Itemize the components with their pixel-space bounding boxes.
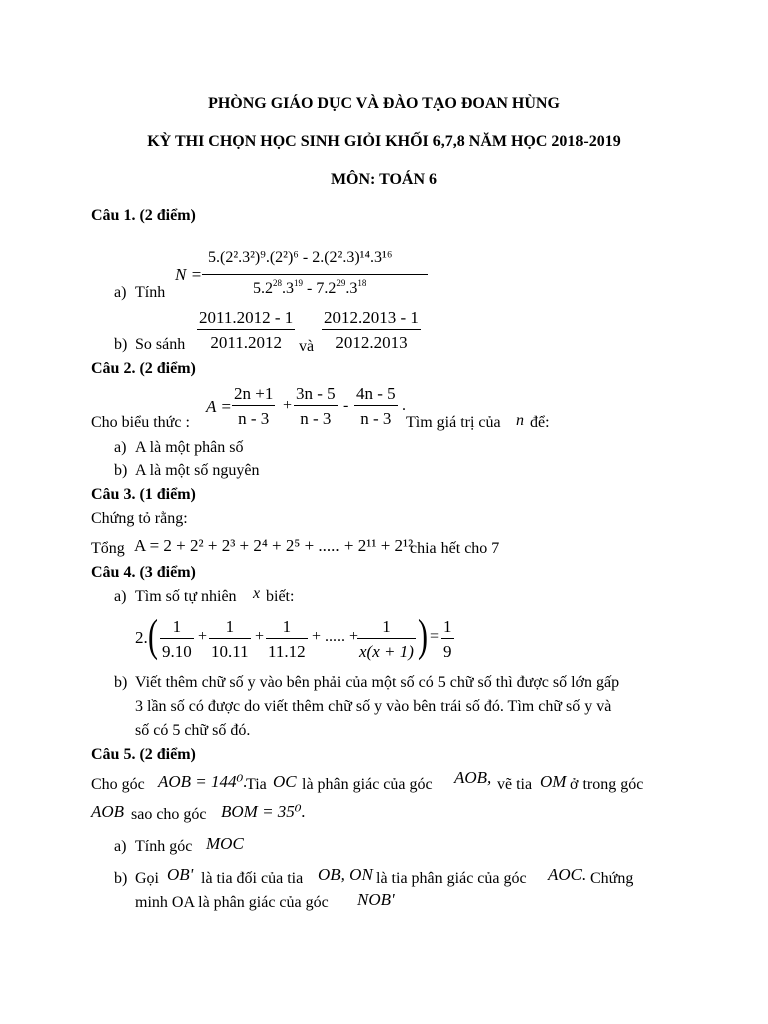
q1-a-numerator: 5.(2².3²)⁹.(2²)⁶ - 2.(2².3)¹⁴.3¹⁶ bbox=[208, 249, 393, 266]
q4-rhs: $\frac{1}{9}$ bbox=[443, 617, 452, 661]
header-line-2: KỲ THI CHỌN HỌC SINH GIỎI KHỐI 6,7,8 NĂM HỌC 2018-2019 bbox=[147, 133, 621, 150]
q5-b-a: Gọi bbox=[135, 870, 159, 887]
q4-left-paren: ( bbox=[148, 611, 158, 661]
q4-plus-1: + bbox=[198, 628, 208, 645]
q5-l1-aob2: AOB, bbox=[454, 768, 492, 787]
q5-l1-b: Tia bbox=[246, 776, 267, 793]
q5-l1-e: ở trong góc bbox=[570, 776, 644, 793]
q4-a-text-2: biết: bbox=[266, 588, 295, 605]
q2-fraction-1: $\frac{2n +1}{n - 3}$ bbox=[234, 384, 274, 428]
header-subject: MÔN: TOÁN 6 bbox=[330, 171, 438, 188]
q3-tong: Tổng bbox=[91, 540, 125, 557]
q5-b-d: Chứng bbox=[590, 870, 634, 887]
q3-expression: A = 2 + 2² + 2³ + 2⁴ + 2⁵ + ..... + 2¹¹ + 2¹² bbox=[134, 536, 414, 555]
q5-b-nob: NOB' bbox=[357, 890, 395, 909]
q5-b-obon: OB, ON bbox=[318, 865, 373, 884]
q4-frac-4: $\frac{1}{x(x + 1)}$ bbox=[359, 617, 414, 661]
q2-n-var: n bbox=[516, 412, 524, 429]
q2-tail-1: Tìm giá trị của bbox=[406, 414, 501, 431]
q4-a-text-1: Tìm số tự nhiên bbox=[135, 588, 237, 605]
q5-l1-a: Cho góc bbox=[91, 776, 145, 793]
q2-fraction-3: $\frac{4n - 5}{n - 3}$ bbox=[356, 384, 396, 428]
q2-title: Câu 2. (2 điểm) bbox=[91, 360, 196, 377]
q5-l1-oc: OC bbox=[273, 772, 297, 791]
q5-a-moc: MOC bbox=[206, 834, 244, 853]
q3-title: Câu 3. (1 điểm) bbox=[91, 486, 196, 503]
q3-tail: chia hết cho 7 bbox=[410, 540, 500, 557]
q1-a-denominator: $5.2^{28}.3^{19} - 7.2^{29}.3^{18}$ bbox=[253, 278, 367, 297]
q4-frac-2: $\frac{1}{10.11}$ bbox=[211, 617, 249, 661]
q1-b-and: và bbox=[299, 338, 315, 355]
q5-l1-om: OM bbox=[540, 772, 567, 791]
header-line-1: PHÒNG GIÁO DỤC VÀ ĐÀO TẠO ĐOAN HÙNG bbox=[208, 95, 560, 112]
q2-a-marker: a) bbox=[114, 439, 127, 456]
q2-b-marker: b) bbox=[114, 462, 128, 479]
q5-b-b: là tia đối của tia bbox=[201, 870, 304, 887]
q4-frac-1: $\frac{1}{9.10}$ bbox=[162, 617, 192, 661]
q4-frac-3: $\frac{1}{11.12}$ bbox=[268, 617, 306, 661]
q4-a-marker: a) bbox=[114, 588, 127, 605]
q1-a-text: Tính bbox=[135, 284, 166, 301]
q5-b-c: là tia phân giác của góc bbox=[376, 870, 527, 887]
q5-title: Câu 5. (2 điểm) bbox=[91, 746, 196, 763]
q2-minus: - bbox=[343, 397, 349, 414]
q4-b-line-1: Viết thêm chữ số y vào bên phải của một số có 5 chữ số thì được số lớn gấp bbox=[135, 674, 620, 691]
q4-x-var: x bbox=[253, 585, 261, 602]
q5-b-aoc: AOC. bbox=[548, 865, 587, 884]
q1-a-fraction-bar bbox=[202, 274, 428, 275]
q4-equals: = bbox=[430, 628, 440, 645]
q5-b-ob: OB' bbox=[167, 865, 194, 884]
q2-intro: Cho biểu thức : bbox=[91, 414, 190, 431]
q4-dots: + ..... + bbox=[312, 628, 359, 645]
q5-b-marker: b) bbox=[114, 870, 128, 887]
q5-l1-aob: AOB = 144⁰. bbox=[158, 772, 248, 791]
q5-l2-aob: AOB bbox=[91, 802, 125, 821]
q2-b-text: A là một số nguyên bbox=[135, 462, 260, 479]
q4-title: Câu 4. (3 điểm) bbox=[91, 564, 196, 581]
q3-line-1: Chứng tỏ rằng: bbox=[91, 510, 188, 527]
q5-a-marker: a) bbox=[114, 838, 127, 855]
q2-fraction-2: $\frac{3n - 5}{n - 3}$ bbox=[296, 384, 336, 428]
q4-eq-prefix: 2. bbox=[135, 628, 148, 647]
q2-plus: + bbox=[283, 397, 293, 414]
q5-l1-c: là phân giác của góc bbox=[302, 776, 433, 793]
q4-right-paren: ) bbox=[418, 611, 428, 661]
q2-A-eq: A = bbox=[206, 397, 232, 416]
q5-b-line-2: minh OA là phân giác của góc bbox=[135, 894, 329, 911]
q1-a-N: N = bbox=[175, 265, 203, 284]
q5-l2-a: sao cho góc bbox=[131, 806, 207, 823]
q4-b-marker: b) bbox=[114, 674, 128, 691]
q1-b-marker: b) bbox=[114, 336, 128, 353]
q1-b-fraction-1: $\frac{2011.2012 - 1}{2011.2012}$ bbox=[199, 308, 294, 352]
q4-b-line-2: 3 lần số có được do viết thêm chữ số y vào bên trái số đó. Tìm chữ số y và bbox=[135, 698, 612, 715]
q1-b-fraction-2: $\frac{2012.2013 - 1}{2012.2013}$ bbox=[324, 308, 419, 352]
q5-l2-bom: BOM = 35⁰. bbox=[221, 802, 306, 821]
q4-b-line-3: số có 5 chữ số đó. bbox=[135, 722, 251, 739]
q1-title: Câu 1. (2 điểm) bbox=[91, 207, 196, 224]
q2-dot: . bbox=[402, 397, 406, 414]
q5-a-text: Tính góc bbox=[135, 838, 193, 855]
q1-b-text: So sánh bbox=[135, 336, 186, 353]
q5-l1-d: vẽ tia bbox=[497, 776, 533, 793]
q4-plus-2: + bbox=[255, 628, 265, 645]
q2-a-text: A là một phân số bbox=[135, 439, 244, 456]
q1-a-marker: a) bbox=[114, 284, 127, 301]
q2-tail-2: để: bbox=[530, 414, 550, 431]
